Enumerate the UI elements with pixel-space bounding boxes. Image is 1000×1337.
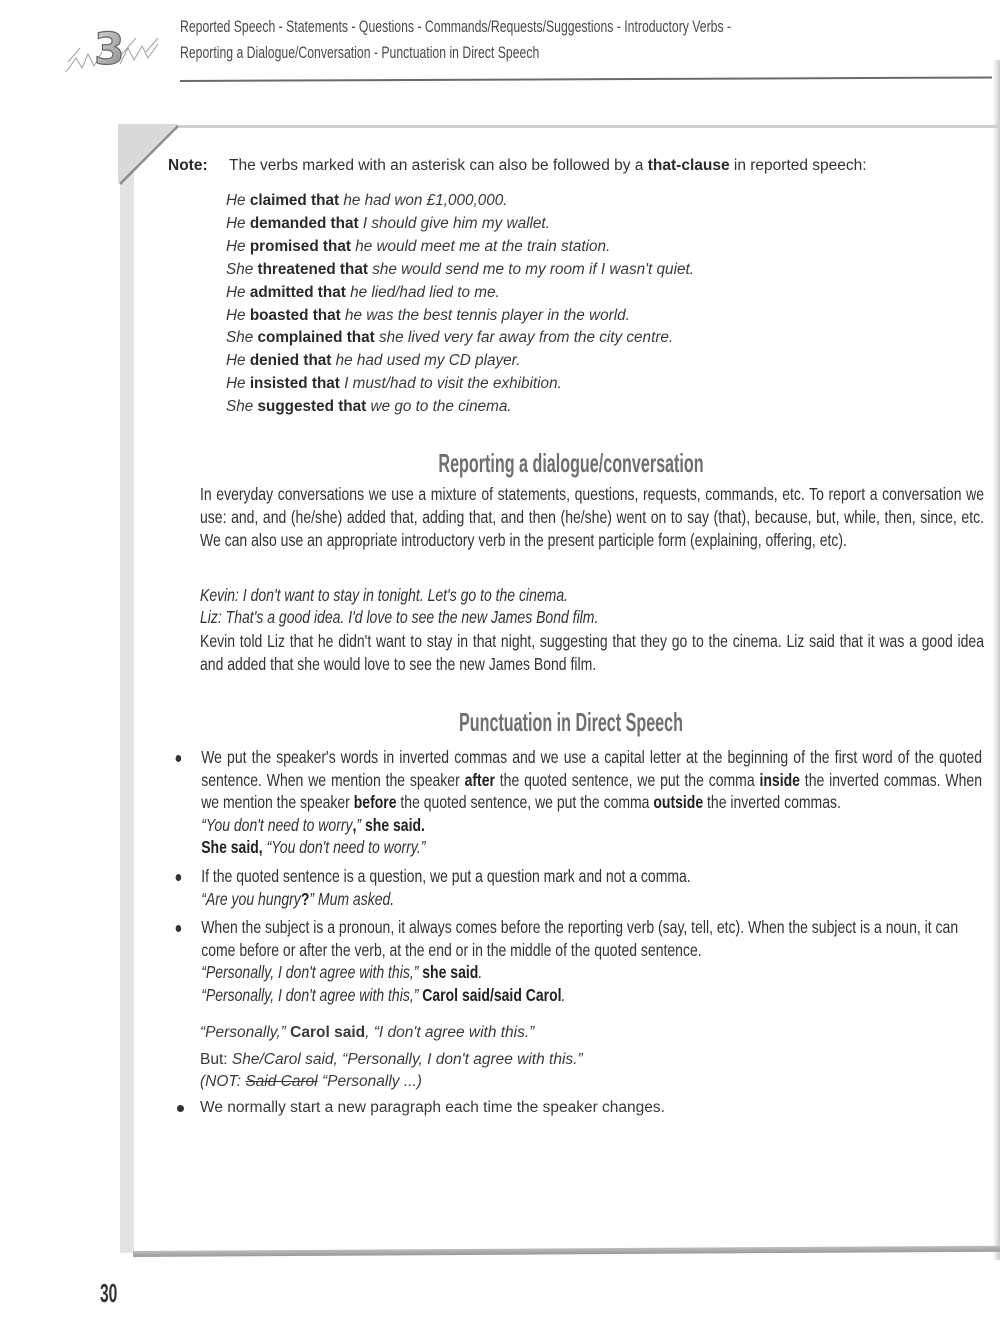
bullet-subject-position: When the subject is a pronoun, it always comes before the reporting verb (say, tell, etc). When the subject is a noun, it can come before or after the verb, at the end or in the middle of the quoted sentence. “Personally, I don't agree with this,” she said. “Personally, I don't agree with this,” Carol said/said Carol. bbox=[174, 916, 982, 1006]
bullet-icon bbox=[176, 874, 182, 881]
bullet-new-paragraph: We normally start a new paragraph each time the speaker changes. bbox=[174, 1097, 665, 1120]
example-question: “Are you hungry?” Mum asked. bbox=[201, 888, 395, 909]
but-example: But: She/Carol said, “Personally, I don't agree with this.” bbox=[200, 1050, 583, 1068]
bullet-icon bbox=[176, 925, 182, 932]
dialogue-example bbox=[200, 584, 984, 628]
struck-text: Said Carol bbox=[245, 1073, 318, 1090]
dialogue-line-liz: Liz: That's a good idea. I'd love to see the new James Bond film. bbox=[200, 607, 599, 627]
chapter-number-logo bbox=[62, 18, 164, 78]
svg-text:3: 3 bbox=[94, 24, 125, 75]
note-label: Note: bbox=[168, 157, 208, 174]
example-noun-end: “Personally, I don't agree with this,” Carol said/said Carol. bbox=[201, 984, 566, 1005]
example-sentence: He demanded that I should give him my wallet. bbox=[226, 214, 550, 232]
example-sentence: He promised that he would meet me at the train station. bbox=[226, 237, 611, 255]
bullet-icon bbox=[177, 1105, 184, 1112]
example-sentence: He denied that he had used my CD player. bbox=[226, 352, 521, 370]
header-title-line1: Reported Speech - Statements - Questions - Commands/Requests/Suggestions - Introductory Verbs - bbox=[180, 17, 732, 36]
section-heading-dialogue: Reporting a dialogue/conversation bbox=[438, 448, 704, 478]
example-pronoun: “Personally, I don't agree with this,” she said. bbox=[201, 962, 483, 983]
header-title-line2: Reporting a Dialogue/Conversation - Punctuation in Direct Speech bbox=[180, 43, 540, 62]
not-example: (NOT: Said Carol “Personally ...) bbox=[200, 1073, 422, 1090]
bullet-icon bbox=[176, 755, 182, 762]
note bbox=[168, 155, 867, 177]
header-divider bbox=[180, 76, 992, 82]
example-sentence: He insisted that I must/had to visit the exhibition. bbox=[226, 375, 562, 393]
example-sentence: She threatened that she would send me to my room if I wasn't quiet. bbox=[226, 260, 694, 278]
punctuation-arial-examples bbox=[200, 1022, 583, 1094]
chapter-header bbox=[180, 14, 756, 66]
dialogue-line-kevin: Kevin: I don't want to stay in tonight. Let's go to the cinema. bbox=[200, 585, 569, 605]
bullet-inverted-commas: We put the speaker's words in inverted commas and we use a capital letter at the beginning of the first word of the quoted sentence. When we mention the speaker after the quoted sentence, we put the comma inside the inverted commas. When we mention the speaker before the quoted sentence, we put the comma outside the inverted commas. “You don't need to worry,” she said. She said, “You don't need to worry.” bbox=[174, 746, 982, 859]
example-after-speaker: “You don't need to worry,” she said. bbox=[201, 814, 425, 835]
bullet-question-mark: If the quoted sentence is a question, we put a question mark and not a comma. “Are you hungry?” Mum asked. bbox=[174, 865, 982, 910]
punctuation-bullet-list bbox=[174, 746, 982, 1007]
reported-dialogue-paragraph: Kevin told Liz that he didn't want to stay in that night, suggesting that they go to the cinema. Liz said that it was a good idea and added that she would love to see the new James Bond film. bbox=[200, 631, 984, 674]
example-sentence: He claimed that he had won £1,000,000. bbox=[226, 192, 508, 209]
example-sentence: She complained that she lived very far away from the city centre. bbox=[226, 329, 674, 347]
section-heading-punctuation: Punctuation in Direct Speech bbox=[459, 707, 683, 737]
dialogue-intro-paragraph: In everyday conversations we use a mixture of statements, questions, requests, commands, etc. To report a conversation we use: and, and (he/she) added that, adding that, and then (he/she) went on to say (that), because, but, while, then, since, etc. We can also use an appropriate introductory verb in the present participle form (explaining, offering, etc). bbox=[200, 484, 984, 550]
note-examples-list bbox=[226, 190, 694, 419]
note-text: The verbs marked with an asterisk can also be followed by a that-clause in reported speech: bbox=[229, 157, 867, 174]
example-noun-middle: “Personally,” Carol said, “I don't agree with this.” bbox=[200, 1024, 535, 1041]
example-sentence: He admitted that he lied/had lied to me. bbox=[226, 283, 500, 301]
example-sentence: She suggested that we go to the cinema. bbox=[226, 398, 512, 416]
page-number: 30 bbox=[100, 1278, 118, 1308]
example-sentence: He boasted that he was the best tennis player in the world. bbox=[226, 306, 630, 324]
example-before-speaker: She said, “You don't need to worry.” bbox=[201, 837, 426, 858]
